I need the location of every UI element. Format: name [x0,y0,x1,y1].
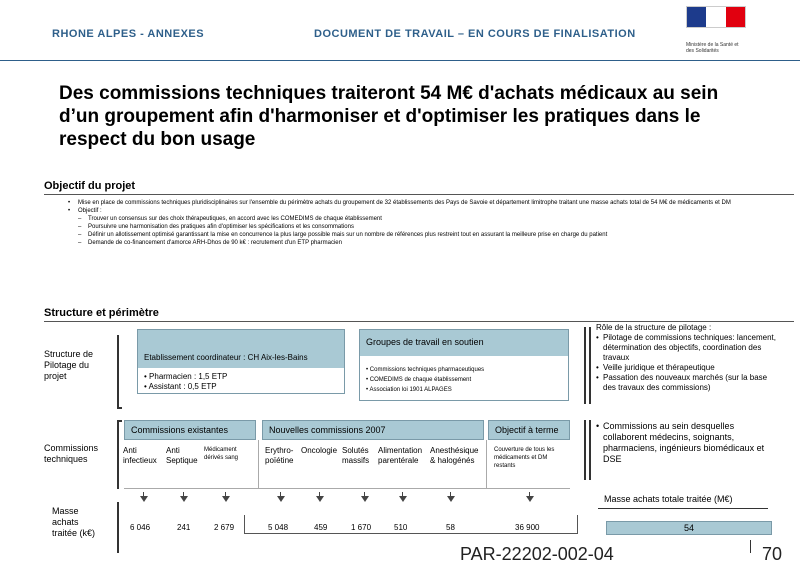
arrow [277,492,285,502]
commission-name: Solutés massifs [342,446,370,465]
structure-rule [44,321,794,322]
objectif-sub: Poursuivre une harmonisation des pratiques afin d'optimiser les spécifications et les consommations [88,224,354,230]
masse-value: 241 [177,523,191,532]
masse-value: 1 670 [351,523,372,532]
comm-role-block: • Commissions au sein desquelles collaborent médecins, soignants, pharmaciens, ingénieurs biomédicaux et DSE [596,421,776,465]
objectif-sub: Demande de co-financement d'amorce ARH-Dhos de 90 k€ : recrutement d'un ETP pharmacien [88,240,342,246]
masse-value: 459 [314,523,328,532]
groupes-title: Groupes de travail en soutien [360,330,568,356]
comm-role-text: Commissions au sein desquelles collaborent médecins, soignants, pharmaciens, ingénieurs biomédicaux et DSE [603,421,765,464]
masse-value: 58 [446,523,455,532]
objectif-heading: Objectif du projet [44,180,136,192]
groupes-box [359,329,569,401]
arrow [447,492,455,502]
arrow [180,492,188,502]
etablissement-list [138,368,344,392]
nouvelles-header: Nouvelles commissions 2007 [262,420,484,440]
commission-name: Alimentation parentérale [378,446,423,465]
objectif-sub: Définir un allotissement optimisé garantissant la mise en concurrence la plus large possible mais sur un nombre de références plus restreint tout en assurant la meilleure prise en charge du patient [88,232,608,238]
groupes-item: • COMEDIMS de chaque établissement [366,377,472,383]
etablissement-item: • Pharmacien : 1,5 ETP [144,372,228,381]
groupes-list [360,356,568,395]
republique-logo [686,6,746,58]
commission-name: Anti infectieux [123,446,157,465]
etablissement-title: Etablissement coordinateur : CH Aix-les-Bains [138,330,344,368]
objectif-rule [44,194,794,195]
masse-value: 5 048 [268,523,289,532]
header-left: RHONE ALPES - ANNEXES [52,28,205,40]
objectif-bullet1: Mise en place de commissions techniques pluridisciplinaires sur l'ensemble du périmètre achats du groupement de 32 établissements des Pays de Savoie et département limitrophe traitant une masse achats total de 54 M€ de médicaments et DM [78,200,731,206]
commission-name: Oncologie [301,446,338,455]
etablissement-item: • Assistant : 0,5 ETP [144,382,217,391]
divider [258,440,259,488]
page-title: Des commissions techniques traiteront 54 M€ d'achats médicaux au sein d’un groupement afin d'harmoniser et d'optimiser les pratiques dans le respect du bon usage [59,83,719,150]
objectif-terme-header: Objectif à terme [488,420,570,440]
footer-divider [750,540,751,553]
etablissement-box [137,329,345,394]
masse-value: 6 046 [130,523,151,532]
total-bar: 54 [606,521,772,535]
groupes-item: • Commissions techniques pharmaceutiques [366,367,485,373]
page-number: 70 [762,544,783,564]
arrow [140,492,148,502]
masse-value: 510 [394,523,408,532]
objectif-list: • Mise en place de commissions techniques pluridisciplinaires sur l'ensemble du périmètre achats du groupement de 32 établissements des Pays de Savoie et département limitrophe traitant une masse achats total de 54 M€ de médicaments et DM • Objectif : – Trouver un consensus sur des choix thérapeutiques, en accord avec les COMEDIMS de chaque établissement – Poursuivre une harmonisation des pratiques afin d'optimiser les spécifications et les consommations – Définir un allotissement optimisé garantissant la mise en concurrence la plus large possible mais sur un nombre de références plus restreint tout en assurant la meilleure prise en charge du patient – Demande de co-financement d'amorce ARH-Dhos de 90 k€ : recrutement d'un ETP pharmacien [68,199,778,247]
row-label-pilotage: Structure de Pilotage du projet [44,349,94,381]
arrow [526,492,534,502]
role-block: Rôle de la structure de pilotage : • Pilotage de commissions techniques: lancement, détermination des objectifs, coordination des travaux • Veille juridique et thérapeutique • Passation des nouveaux marchés (sur la base des travaux des commissions) [596,323,776,392]
arrow [316,492,324,502]
bracket-role-2 [584,420,591,480]
footer-ref: PAR-22202-002-04 [460,544,614,564]
total-title: Masse achats totale traitée (M€) [604,494,733,504]
arrow [361,492,369,502]
structure-heading: Structure et périmètre [44,307,159,319]
masse-value: 36 900 [515,523,540,532]
commission-name: Erythro-poïétine [265,446,294,465]
header-center: DOCUMENT DE TRAVAIL – EN COURS DE FINALISATION [314,28,636,40]
bracket-left-1 [117,335,122,409]
logo-text: Ministère de la Santé et des Solidarités [686,42,739,54]
row-label-masse: Masse achats traitée (k€) [52,506,96,538]
commission-name: Médicament dérivés sang [204,447,239,461]
arrow [222,492,230,502]
divider [486,440,487,488]
header-rule [0,60,800,61]
commission-name: Anti Septique [166,446,198,465]
bracket-left-2 [117,420,122,489]
role-item: Passation des nouveaux marchés (sur la base des travaux des commissions) [603,373,768,392]
role-item: Veille juridique et thérapeutique [603,363,715,372]
commission-name: Anesthésique & halogénés [430,446,479,465]
row-label-commissions: Commissions techniques [44,443,99,464]
masse-value: 2 679 [214,523,235,532]
existantes-header: Commissions existantes [124,420,256,440]
role-item: Pilotage de commissions techniques: lancement, détermination des objectifs, coordination des travaux [603,333,776,362]
bracket-left-3 [117,502,122,553]
objectif-sub: Trouver un consensus sur des choix thérapeutiques, en accord avec les COMEDIMS de chaque établissement [88,216,382,222]
role-title: Rôle de la structure de pilotage : [596,323,712,332]
arrow [399,492,407,502]
bracket-role-1 [584,327,591,404]
objectif-bullet2: Objectif : [78,208,102,214]
commission-name: Couverture de tous les médicaments et DM restants [494,447,555,469]
groupes-item: • Association loi 1901 ALPAGES [366,387,452,393]
total-rule [598,508,768,509]
